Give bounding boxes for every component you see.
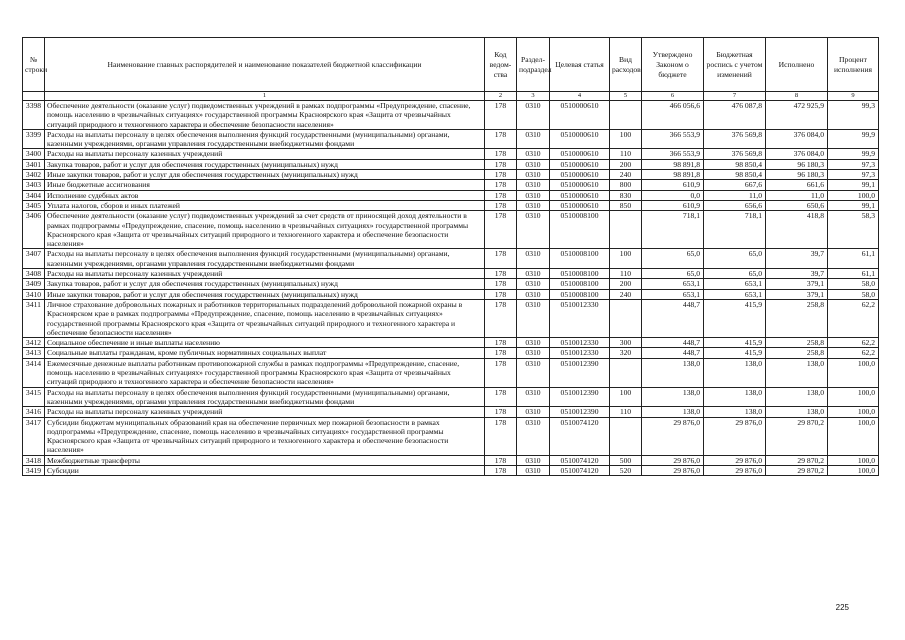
row-section: 0310	[517, 289, 550, 299]
row-number: 3416	[23, 407, 45, 417]
row-code: 178	[485, 358, 517, 387]
row-section: 0310	[517, 170, 550, 180]
row-code: 178	[485, 338, 517, 348]
row-target: 0510012390	[550, 407, 610, 417]
row-type: 200	[610, 159, 642, 169]
row-percent: 100,0	[828, 455, 879, 465]
row-section: 0310	[517, 180, 550, 190]
row-name: Обеспечение деятельности (оказание услуг) подведомственных учреждений за счет средств от приносящей доход деятельности в рамках подпрограммы «Предупреждение, спасение, помощь населению в чрезвычайных ситуациях» государственной программы Красноярского края «Защита от чрезвычайных ситуаций природного и техногенного характера и обеспечение безопасности населения»	[45, 211, 485, 249]
row-code: 178	[485, 190, 517, 200]
header-type: Вид расходов	[610, 38, 642, 92]
row-approved: 65,0	[642, 269, 704, 279]
row-budget: 98 850,4	[704, 170, 766, 180]
row-executed: 258,8	[766, 348, 828, 358]
row-code: 178	[485, 159, 517, 169]
row-budget: 29 876,0	[704, 455, 766, 465]
row-code: 178	[485, 387, 517, 407]
header-target: Целевая статья	[550, 38, 610, 92]
row-type: 100	[610, 249, 642, 269]
row-budget: 98 850,4	[704, 159, 766, 169]
row-approved: 138,0	[642, 387, 704, 407]
row-budget: 138,0	[704, 358, 766, 387]
row-code: 178	[485, 249, 517, 269]
row-percent: 100,0	[828, 407, 879, 417]
row-name: Расходы на выплаты персоналу казенных учреждений	[45, 149, 485, 159]
table-row	[23, 338, 879, 348]
table-row	[23, 170, 879, 180]
row-section: 0310	[517, 129, 550, 149]
row-code: 178	[485, 170, 517, 180]
table-row	[23, 417, 879, 455]
row-executed: 376 084,0	[766, 149, 828, 159]
row-executed: 138,0	[766, 407, 828, 417]
row-target: 0510008100	[550, 269, 610, 279]
row-code: 178	[485, 211, 517, 249]
row-executed: 138,0	[766, 387, 828, 407]
table-row	[23, 299, 879, 337]
row-approved: 29 876,0	[642, 455, 704, 465]
row-percent: 62,2	[828, 338, 879, 348]
row-target: 0510012330	[550, 299, 610, 337]
row-approved: 610,9	[642, 180, 704, 190]
row-name: Субсидии бюджетам муниципальных образований края на обеспечение первичных мер пожарной безопасности в рамках подпрограммы «Предупреждение, спасение, помощь населению в чрезвычайных ситуациях» государственной программы Красноярского края «Защита от чрезвычайных ситуаций природного и техногенного характера и обеспечение безопасности населения»	[45, 417, 485, 455]
row-section: 0310	[517, 407, 550, 417]
row-code: 178	[485, 269, 517, 279]
row-target: 0510000610	[550, 180, 610, 190]
row-approved: 29 876,0	[642, 417, 704, 455]
row-executed: 29 870,2	[766, 417, 828, 455]
row-section: 0310	[517, 387, 550, 407]
row-budget: 29 876,0	[704, 465, 766, 475]
row-name: Ежемесячные денежные выплаты работникам противопожарной службы в рамках подпрограммы «Предупреждение, спасение, помощь населению в чрезвычайных ситуациях» государственной программы Красноярского края «Защита от чрезвычайных ситуаций природного и техногенного характера и обеспечение безопасности населения»	[45, 358, 485, 387]
row-code: 178	[485, 455, 517, 465]
row-executed: 418,8	[766, 211, 828, 249]
row-target: 0510074120	[550, 417, 610, 455]
column-number	[23, 92, 45, 101]
row-name: Расходы на выплаты персоналу в целях обеспечения выполнения функций государственными (муниципальными) органами, казенными учреждениями, органами управления государственными внебюджетными фондами	[45, 249, 485, 269]
row-target: 0510074120	[550, 455, 610, 465]
row-name: Расходы на выплаты персоналу в целях обеспечения выполнения функций государственными (муниципальными) органами, казенными учреждениями, органами управления государственными внебюджетными фондами	[45, 387, 485, 407]
row-number: 3403	[23, 180, 45, 190]
table-body	[23, 101, 879, 476]
row-type: 320	[610, 348, 642, 358]
row-number: 3411	[23, 299, 45, 337]
row-number: 3419	[23, 465, 45, 475]
row-number: 3412	[23, 338, 45, 348]
row-executed: 29 870,2	[766, 465, 828, 475]
header-num: № строки	[23, 38, 45, 92]
row-target: 0510000610	[550, 149, 610, 159]
row-type: 200	[610, 279, 642, 289]
row-percent: 58,0	[828, 289, 879, 299]
header-approved: Утверждено Законом о бюджете	[642, 38, 704, 92]
header-code: Код ведом-ства	[485, 38, 517, 92]
row-executed: 379,1	[766, 279, 828, 289]
row-budget: 415,9	[704, 348, 766, 358]
table-header-row	[23, 38, 879, 92]
table-row	[23, 129, 879, 149]
row-number: 3404	[23, 190, 45, 200]
row-section: 0310	[517, 279, 550, 289]
row-name: Иные закупки товаров, работ и услуг для обеспечения государственных (муниципальных) нужд	[45, 289, 485, 299]
row-section: 0310	[517, 211, 550, 249]
row-approved: 65,0	[642, 249, 704, 269]
row-type	[610, 101, 642, 130]
row-percent: 99,9	[828, 129, 879, 149]
table-row	[23, 348, 879, 358]
row-name: Иные бюджетные ассигнования	[45, 180, 485, 190]
row-type: 500	[610, 455, 642, 465]
row-section: 0310	[517, 269, 550, 279]
table-row	[23, 149, 879, 159]
row-budget: 138,0	[704, 407, 766, 417]
row-name: Расходы на выплаты персоналу казенных учреждений	[45, 269, 485, 279]
row-executed: 11,0	[766, 190, 828, 200]
row-type	[610, 299, 642, 337]
column-number: 5	[610, 92, 642, 101]
row-percent: 61,1	[828, 269, 879, 279]
row-percent: 100,0	[828, 417, 879, 455]
row-number: 3402	[23, 170, 45, 180]
row-target: 0510000610	[550, 129, 610, 149]
row-approved: 448,7	[642, 299, 704, 337]
row-type: 520	[610, 465, 642, 475]
row-section: 0310	[517, 159, 550, 169]
row-approved: 29 876,0	[642, 465, 704, 475]
column-number: 9	[828, 92, 879, 101]
row-percent: 99,3	[828, 101, 879, 130]
row-type: 100	[610, 387, 642, 407]
row-section: 0310	[517, 200, 550, 210]
row-approved: 366 553,9	[642, 129, 704, 149]
row-section: 0310	[517, 455, 550, 465]
row-executed: 258,8	[766, 299, 828, 337]
row-budget: 653,1	[704, 289, 766, 299]
column-number: 8	[766, 92, 828, 101]
table-row	[23, 101, 879, 130]
page-number: 225	[835, 603, 849, 612]
header-executed: Исполнено	[766, 38, 828, 92]
row-name: Личное страхование добровольных пожарных и работников территориальных подразделений добровольной пожарной охраны в Красноярском крае в рамках подпрограммы «Предупреждение, спасение, помощь населению в чрезвычайных ситуациях» государственной программы Красноярского края «Защита от чрезвычайных ситуаций природного и техногенного характера и обеспечение безопасности населения»	[45, 299, 485, 337]
column-number: 1	[45, 92, 485, 101]
row-type: 100	[610, 129, 642, 149]
row-executed: 96 180,3	[766, 170, 828, 180]
budget-table	[22, 37, 879, 476]
row-type: 850	[610, 200, 642, 210]
row-percent: 58,0	[828, 279, 879, 289]
row-number: 3409	[23, 279, 45, 289]
row-section: 0310	[517, 348, 550, 358]
row-section: 0310	[517, 190, 550, 200]
row-approved: 718,1	[642, 211, 704, 249]
row-approved: 466 056,6	[642, 101, 704, 130]
row-percent: 58,3	[828, 211, 879, 249]
row-number: 3405	[23, 200, 45, 210]
table-row	[23, 465, 879, 475]
row-section: 0310	[517, 149, 550, 159]
row-percent: 61,1	[828, 249, 879, 269]
row-name: Расходы на выплаты персоналу казенных учреждений	[45, 407, 485, 417]
row-percent: 97,3	[828, 159, 879, 169]
row-target: 0510008100	[550, 211, 610, 249]
row-number: 3408	[23, 269, 45, 279]
row-approved: 366 553,9	[642, 149, 704, 159]
row-number: 3415	[23, 387, 45, 407]
row-target: 0510008100	[550, 279, 610, 289]
row-target: 0510000610	[550, 190, 610, 200]
row-type: 240	[610, 170, 642, 180]
row-number: 3417	[23, 417, 45, 455]
row-executed: 650,6	[766, 200, 828, 210]
row-percent: 62,2	[828, 348, 879, 358]
row-percent: 100,0	[828, 387, 879, 407]
row-target: 0510000610	[550, 200, 610, 210]
row-type	[610, 211, 642, 249]
row-type: 300	[610, 338, 642, 348]
row-executed: 258,8	[766, 338, 828, 348]
table-row	[23, 387, 879, 407]
row-target: 0510012390	[550, 358, 610, 387]
row-code: 178	[485, 101, 517, 130]
row-section: 0310	[517, 338, 550, 348]
header-percent: Процент исполнения	[828, 38, 879, 92]
row-code: 178	[485, 200, 517, 210]
row-type: 800	[610, 180, 642, 190]
row-code: 178	[485, 149, 517, 159]
table-row	[23, 289, 879, 299]
row-section: 0310	[517, 417, 550, 455]
row-percent: 100,0	[828, 190, 879, 200]
header-section: Раздел-подраздел	[517, 38, 550, 92]
column-numbers-row	[23, 92, 879, 101]
row-budget: 11,0	[704, 190, 766, 200]
table-row	[23, 407, 879, 417]
row-approved: 448,7	[642, 338, 704, 348]
header-name: Наименование главных распорядителей и наименование показателей бюджетной классификации	[45, 38, 485, 92]
table-row	[23, 180, 879, 190]
row-number: 3401	[23, 159, 45, 169]
row-number: 3410	[23, 289, 45, 299]
row-budget: 65,0	[704, 249, 766, 269]
row-name: Уплата налогов, сборов и иных платежей	[45, 200, 485, 210]
row-section: 0310	[517, 358, 550, 387]
row-number: 3398	[23, 101, 45, 130]
row-name: Закупка товаров, работ и услуг для обеспечения государственных (муниципальных) нужд	[45, 159, 485, 169]
table-row	[23, 211, 879, 249]
row-number: 3414	[23, 358, 45, 387]
row-code: 178	[485, 129, 517, 149]
row-budget: 376 569,8	[704, 129, 766, 149]
row-number: 3399	[23, 129, 45, 149]
row-name: Социальное обеспечение и иные выплаты населению	[45, 338, 485, 348]
row-approved: 98 891,8	[642, 170, 704, 180]
table-row	[23, 455, 879, 465]
table-row	[23, 159, 879, 169]
row-code: 178	[485, 289, 517, 299]
row-approved: 98 891,8	[642, 159, 704, 169]
table-row	[23, 200, 879, 210]
row-type: 240	[610, 289, 642, 299]
row-executed: 379,1	[766, 289, 828, 299]
row-percent: 97,3	[828, 170, 879, 180]
row-percent: 99,1	[828, 180, 879, 190]
row-executed: 39,7	[766, 249, 828, 269]
row-type: 110	[610, 407, 642, 417]
row-percent: 99,9	[828, 149, 879, 159]
row-target: 0510008100	[550, 249, 610, 269]
row-number: 3400	[23, 149, 45, 159]
row-approved: 610,9	[642, 200, 704, 210]
row-name: Расходы на выплаты персоналу в целях обеспечения выполнения функций государственными (муниципальными) органами, казенными учреждениями, органами управления государственными внебюджетными фондами	[45, 129, 485, 149]
column-number: 6	[642, 92, 704, 101]
row-number: 3406	[23, 211, 45, 249]
row-budget: 29 876,0	[704, 417, 766, 455]
header-budget: Бюджетная роспись с учетом изменений	[704, 38, 766, 92]
row-name: Исполнение судебных актов	[45, 190, 485, 200]
row-approved: 138,0	[642, 358, 704, 387]
table-row	[23, 269, 879, 279]
row-target: 0510074120	[550, 465, 610, 475]
row-type: 110	[610, 269, 642, 279]
row-name: Иные закупки товаров, работ и услуг для обеспечения государственных (муниципальных) нужд	[45, 170, 485, 180]
row-executed: 138,0	[766, 358, 828, 387]
column-number: 4	[550, 92, 610, 101]
row-budget: 138,0	[704, 387, 766, 407]
row-percent: 100,0	[828, 465, 879, 475]
row-target: 0510012330	[550, 338, 610, 348]
row-name: Социальные выплаты гражданам, кроме публичных нормативных социальных выплат	[45, 348, 485, 358]
row-executed: 376 084,0	[766, 129, 828, 149]
row-type	[610, 417, 642, 455]
row-target: 0510000610	[550, 170, 610, 180]
row-percent: 99,1	[828, 200, 879, 210]
row-code: 178	[485, 348, 517, 358]
row-name: Субсидии	[45, 465, 485, 475]
row-name: Обеспечение деятельности (оказание услуг) подведомственных учреждений в рамках подпрограммы «Предупреждение, спасение, помощь населению в чрезвычайных ситуациях» государственной программы Красноярского края «Защита от чрезвычайных ситуаций природного и техногенного характера и обеспечение безопасности населения»	[45, 101, 485, 130]
table-row	[23, 190, 879, 200]
row-target: 0510012390	[550, 387, 610, 407]
table-row	[23, 279, 879, 289]
row-approved: 138,0	[642, 407, 704, 417]
row-number: 3418	[23, 455, 45, 465]
column-number: 3	[517, 92, 550, 101]
row-code: 178	[485, 279, 517, 289]
row-section: 0310	[517, 249, 550, 269]
row-approved: 0,0	[642, 190, 704, 200]
row-executed: 96 180,3	[766, 159, 828, 169]
row-executed: 39,7	[766, 269, 828, 279]
row-code: 178	[485, 299, 517, 337]
row-section: 0310	[517, 101, 550, 130]
row-executed: 472 925,9	[766, 101, 828, 130]
row-approved: 653,1	[642, 279, 704, 289]
row-number: 3407	[23, 249, 45, 269]
row-section: 0310	[517, 465, 550, 475]
row-type: 830	[610, 190, 642, 200]
row-budget: 653,1	[704, 279, 766, 289]
row-budget: 415,9	[704, 299, 766, 337]
row-target: 0510008100	[550, 289, 610, 299]
row-executed: 661,6	[766, 180, 828, 190]
row-code: 178	[485, 417, 517, 455]
row-target: 0510000610	[550, 101, 610, 130]
row-budget: 376 569,8	[704, 149, 766, 159]
row-budget: 476 087,8	[704, 101, 766, 130]
row-code: 178	[485, 465, 517, 475]
row-type	[610, 358, 642, 387]
row-approved: 448,7	[642, 348, 704, 358]
row-budget: 65,0	[704, 269, 766, 279]
row-budget: 415,9	[704, 338, 766, 348]
row-percent: 100,0	[828, 358, 879, 387]
row-name: Закупка товаров, работ и услуг для обеспечения государственных (муниципальных) нужд	[45, 279, 485, 289]
row-executed: 29 870,2	[766, 455, 828, 465]
row-budget: 718,1	[704, 211, 766, 249]
row-section: 0310	[517, 299, 550, 337]
table-row	[23, 249, 879, 269]
table-row	[23, 358, 879, 387]
row-budget: 656,6	[704, 200, 766, 210]
row-number: 3413	[23, 348, 45, 358]
row-code: 178	[485, 180, 517, 190]
row-code: 178	[485, 407, 517, 417]
column-number: 2	[485, 92, 517, 101]
row-approved: 653,1	[642, 289, 704, 299]
row-percent: 62,2	[828, 299, 879, 337]
row-budget: 667,6	[704, 180, 766, 190]
row-name: Межбюджетные трансферты	[45, 455, 485, 465]
row-target: 0510012330	[550, 348, 610, 358]
row-type: 110	[610, 149, 642, 159]
column-number: 7	[704, 92, 766, 101]
row-target: 0510000610	[550, 159, 610, 169]
